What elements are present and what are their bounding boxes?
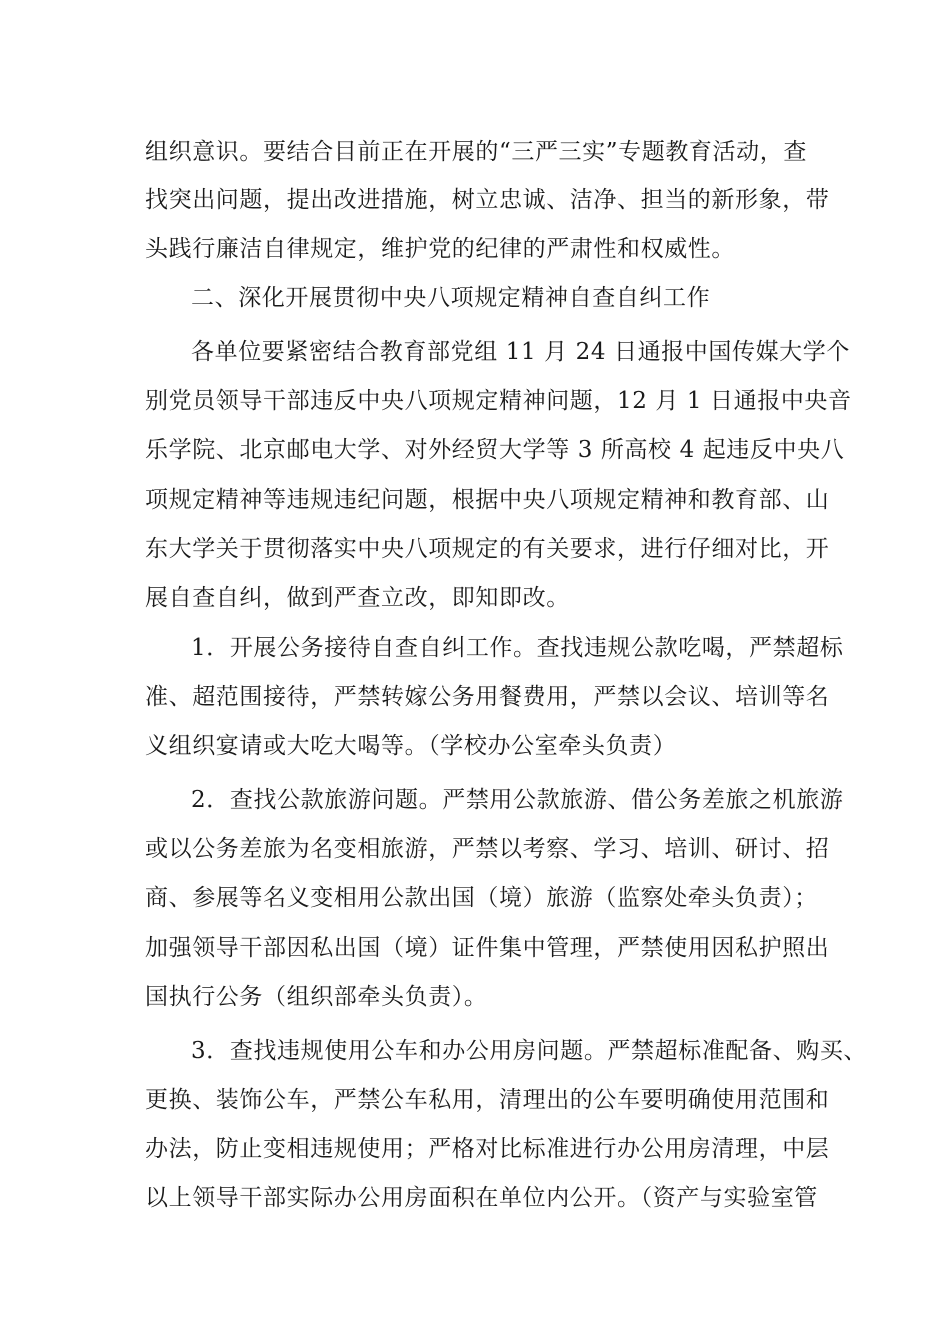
text-line: 展自查自纠，做到严查立改，即知即改。: [145, 585, 570, 611]
list-item-1: 1．开展公务接待自查自纠工作。查找违规公款吃喝，严禁超标: [191, 635, 844, 661]
text-line: 加强领导干部因私出国（境）证件集中管理，严禁使用因私护照出: [145, 935, 830, 961]
text-line: 各单位要紧密结合教育部党组 11 月 24 日通报中国传媒大学个: [191, 339, 850, 365]
text-line: 办法，防止变相违规使用；严格对比标准进行办公用房清理，中层: [145, 1136, 830, 1162]
text-line: 准、超范围接待，严禁转嫁公务用餐费用，严禁以会议、培训等名: [145, 684, 830, 710]
text-line: 或以公务差旅为名变相旅游，严禁以考察、学习、培训、研讨、招: [145, 836, 830, 862]
text-line: 商、参展等名义变相用公款出国（境）旅游（监察处牵头负责）；: [145, 885, 818, 911]
text-line: 别党员领导干部违反中央八项规定精神问题，12 月 1 日通报中央音: [145, 388, 852, 414]
section-heading: 二、深化开展贯彻中央八项规定精神自查自纠工作: [191, 285, 711, 311]
text-line: 乐学院、北京邮电大学、对外经贸大学等 3 所高校 4 起违反中央八: [145, 437, 845, 463]
text-line: 头践行廉洁自律规定，维护党的纪律的严肃性和权威性。: [145, 236, 735, 262]
text-line: 义组织宴请或大吃大喝等。（学校办公室牵头负责）: [145, 733, 677, 759]
text-line: 东大学关于贯彻落实中央八项规定的有关要求，进行仔细对比，开: [145, 536, 830, 562]
text-line: 组织意识。要结合目前正在开展的“三严三实”专题教育活动，查: [145, 139, 807, 165]
text-line: 国执行公务（组织部牵头负责）。: [145, 984, 488, 1010]
list-item-2: 2．查找公款旅游问题。严禁用公款旅游、借公务差旅之机旅游: [191, 787, 844, 813]
text-line: 项规定精神等违规违纪问题，根据中央八项规定精神和教育部、山: [145, 487, 830, 513]
text-line: 以上领导干部实际办公用房面积在单位内公开。（资产与实验室管: [145, 1185, 818, 1211]
list-item-3: 3．查找违规使用公车和办公用房问题。严禁超标准配备、购买、: [191, 1038, 868, 1064]
text-line: 更换、装饰公车，严禁公车私用，清理出的公车要明确使用范围和: [145, 1087, 830, 1113]
text-line: 找突出问题，提出改进措施，树立忠诚、洁净、担当的新形象，带: [145, 187, 830, 213]
